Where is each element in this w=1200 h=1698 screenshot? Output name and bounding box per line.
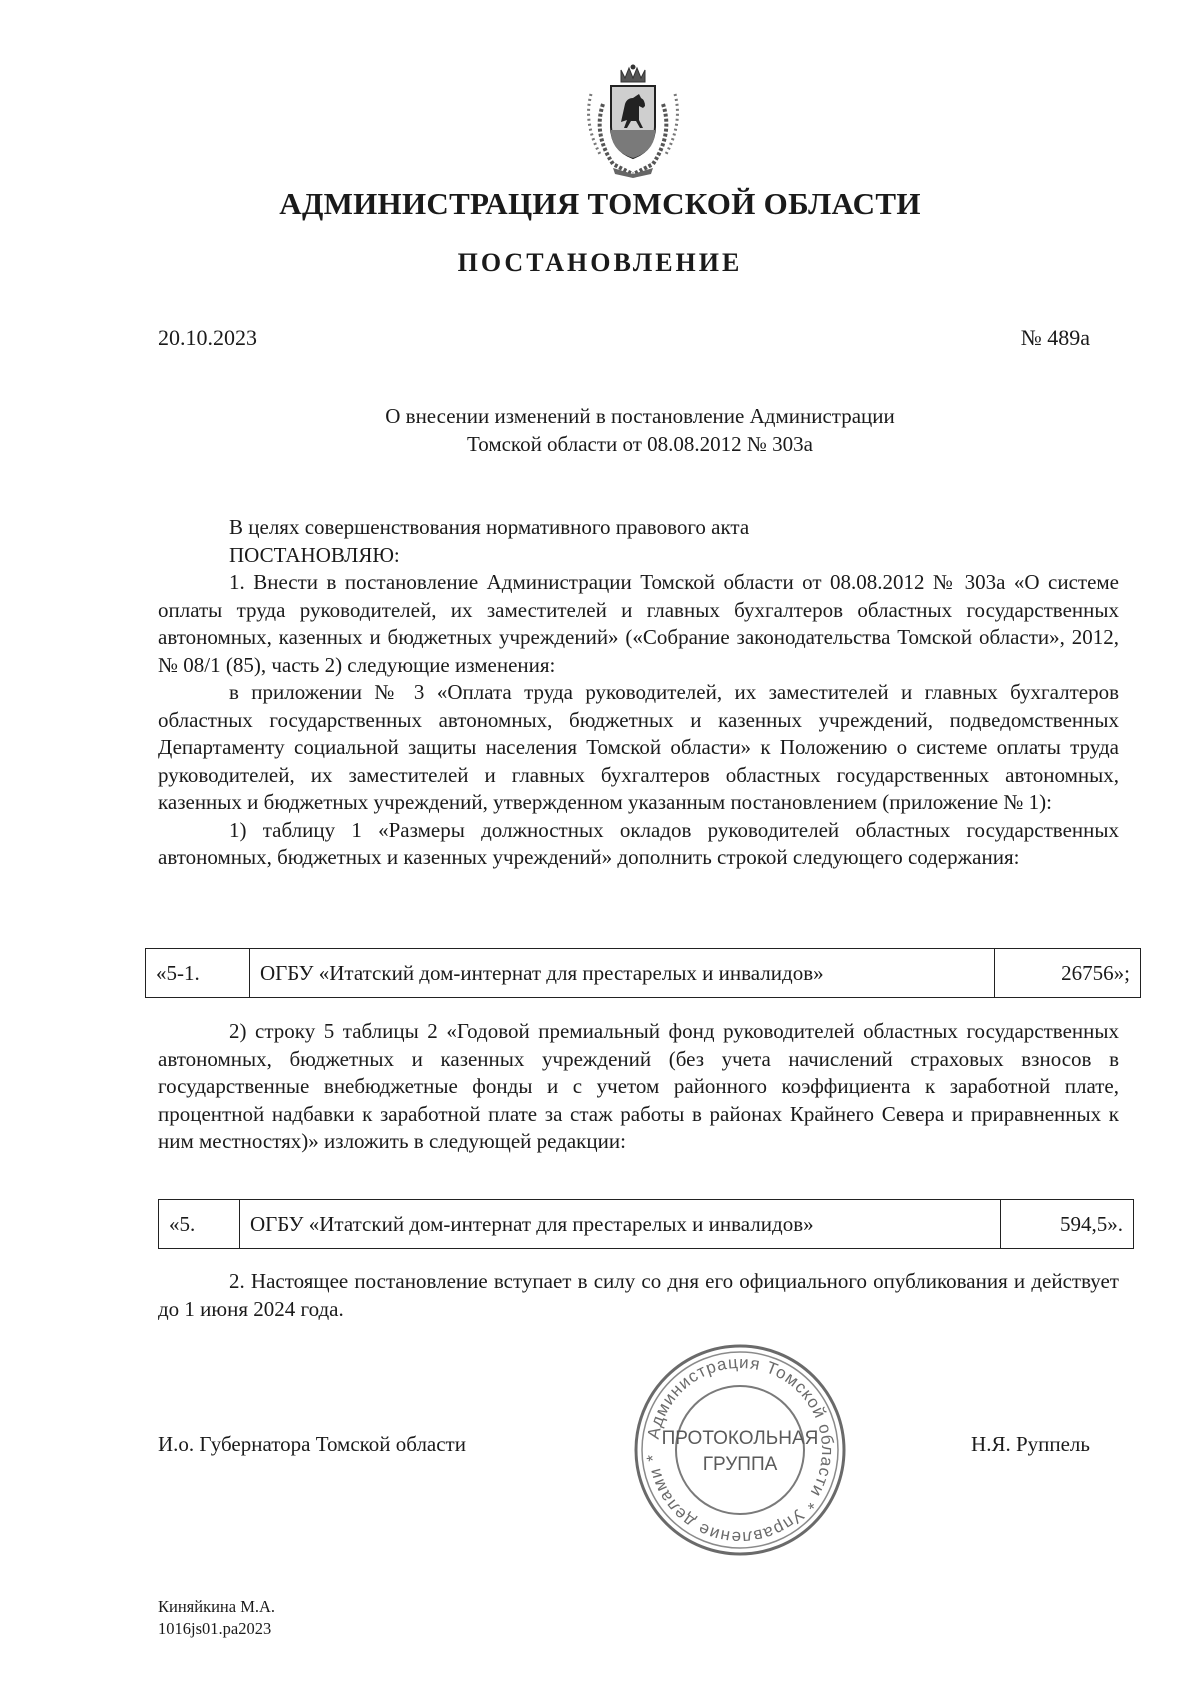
paragraph-effective-date: 2. Настоящее постановление вступает в силу со дня его официального опубликования и действует до 1 июня 2024 года. — [158, 1269, 1119, 1321]
paragraph-table1-intro: 1) таблицу 1 «Размеры должностных окладов руководителей областных государственных автономных, бюджетных и казенных учреждений» дополнить строкой следующего содержания: — [158, 817, 1119, 869]
amendment-table-1 — [145, 948, 1141, 998]
stamp-ring-text: Администрация Томской области * Управление делами * — [643, 1352, 838, 1548]
body-block-2 — [158, 1018, 1119, 1156]
table-row — [159, 1200, 1134, 1249]
table-row — [146, 949, 1141, 998]
paragraph-appendix: в приложении № 3 «Оплата труда руководителей, их заместителей и главных бухгалтеров областных государственных автономных, бюджетных и казенных учреждений, подведомственных Департаменту социальной защиты населения Томской области» к Положению о системе оплаты труда руководителей, их заместителей и главных бухгалтеров областных государственных автономных, казенных и бюджетных учреждений, утвержденном указанным постановлением (приложение № 1): — [158, 680, 1119, 814]
subject-line: Томской области от 08.08.2012 № 303а — [466, 432, 814, 456]
subject-line: О внесении изменений в постановление Администрации — [385, 404, 895, 428]
file-code: 1016js01.ра2023 — [158, 1619, 272, 1638]
table-cell-institution: ОГБУ «Итатский дом-интернат для престарелых и инвалидов» — [250, 949, 995, 998]
table-cell-number: «5-1. — [146, 949, 250, 998]
author-name: Киняйкина М.А. — [158, 1597, 276, 1616]
table-cell-number: «5. — [159, 1200, 240, 1249]
body-block-1 — [158, 514, 1119, 872]
paragraph-table2-intro: 2) строку 5 таблицы 2 «Годовой премиальный фонд руководителей областных государственных автономных, бюджетных и казенных учреждений (без учета начислений страховых взносов в государственные внебюджетные фонды и с учетом районного коэффициента к заработной плате, процентной надбавки к заработной плате за стаж работы в районах Крайнего Севера и приравненных к ним местностях)» изложить в следующей редакции: — [158, 1019, 1119, 1153]
signatory-position: И.о. Губернатора Томской области — [158, 1432, 466, 1456]
official-stamp — [630, 1340, 850, 1560]
body-block-3 — [158, 1268, 1119, 1323]
stamp-center-text: ГРУППА — [702, 1454, 778, 1475]
table-cell-institution: ОГБУ «Итатский дом-интернат для престарелых и инвалидов» — [240, 1200, 1001, 1249]
paragraph-resolve: ПОСТАНОВЛЯЮ: — [229, 542, 400, 567]
organization-title: АДМИНИСТРАЦИЯ ТОМСКОЙ ОБЛАСТИ — [279, 186, 921, 221]
document-footer — [158, 1596, 275, 1640]
paragraph-item-1: 1. Внести в постановление Администрации Томской области от 08.08.2012 № 303а «О системе оплаты труда руководителей, их заместителей и главных бухгалтеров областных государственных автономных, казенных и бюджетных учреждений» («Собрание законодательства Томской области», 2012, № 08/1 (85), часть 2) следующие изменения: — [158, 570, 1119, 677]
stamp-center-text: ПРОТОКОЛЬНАЯ — [661, 1428, 819, 1449]
table-cell-value: 26756»; — [995, 949, 1141, 998]
document-number: № 489а — [1020, 325, 1090, 350]
table-cell-value: 594,5». — [1001, 1200, 1134, 1249]
paragraph-purpose: В целях совершенствования нормативного правового акта — [229, 515, 750, 539]
signatory-name: Н.Я. Руппель — [971, 1432, 1090, 1456]
document-type-title: ПОСТАНОВЛЕНИЕ — [457, 248, 743, 277]
amendment-table-2 — [158, 1199, 1134, 1249]
document-date: 20.10.2023 — [158, 325, 257, 350]
tomsk-coat-of-arms-icon — [573, 64, 693, 180]
document-subject — [0, 402, 1200, 458]
